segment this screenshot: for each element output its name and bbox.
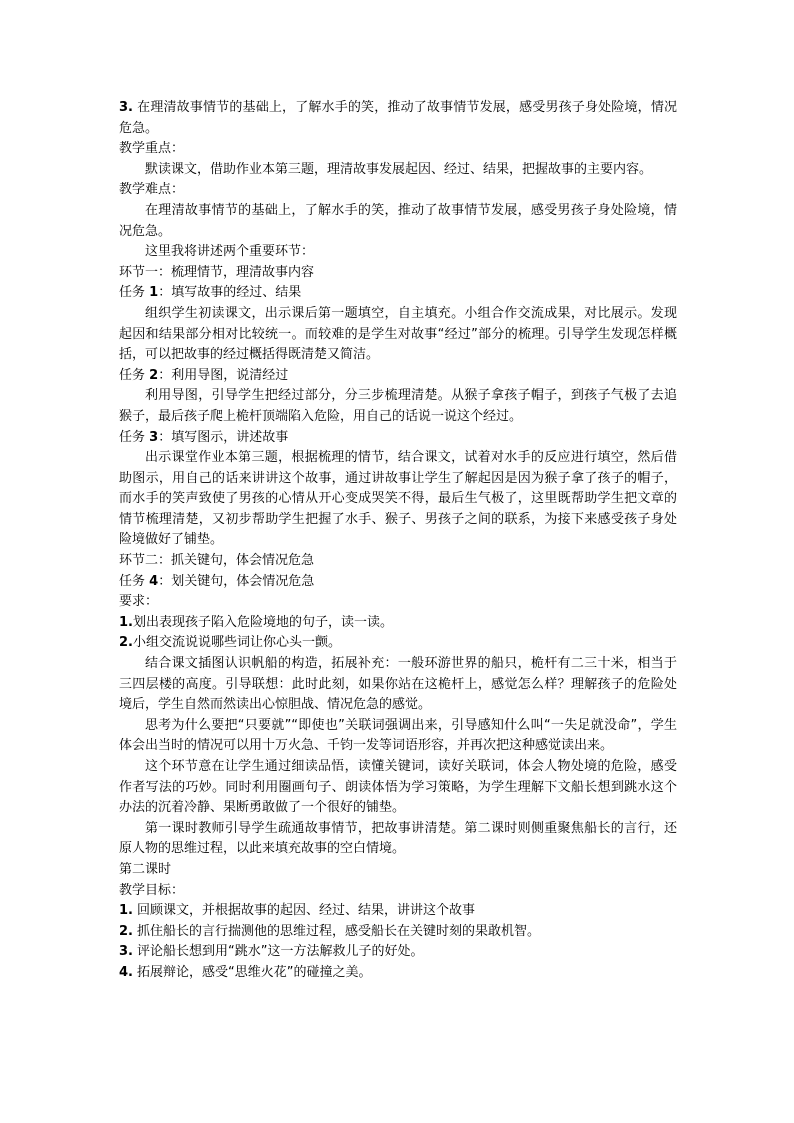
- objectives-heading: 教学目标：: [119, 882, 185, 898]
- task-number: 3: [149, 429, 159, 445]
- goal-number: 3.: [119, 100, 133, 115]
- task-4-heading: [119, 572, 677, 593]
- objective-item-2: [119, 922, 677, 943]
- requirement-number: 2.: [119, 635, 133, 651]
- objective-number: 3.: [119, 944, 133, 960]
- paragraph-illustration: 结合课文插图认识帆船的构造，拓展补充：一般环游世界的船只，桅杆有二三十米，相当于三四层楼的高度。引导联想：此时此刻，如果你站在这桅杆上，感觉怎么样？理解孩子的危险处境后，学生自然而然读出心惊胆战、情况危急的感觉。: [119, 656, 677, 713]
- paragraph-purpose: 这个环节意在让学生通过细读品悟，读懂关键词，读好关联词，体会人物处境的危险，感受作者写法的巧妙。同时利用圈画句子、朗读体悟为学习策略，为学生理解下文船长想到跳水这个办法的沉着冷静、果断勇敢做了一个很好的铺垫。: [119, 759, 677, 816]
- task-label: 任务: [119, 573, 146, 589]
- task-number: 1: [149, 285, 159, 301]
- task-3-heading: [119, 428, 677, 449]
- second-lesson-heading: 第二课时: [119, 861, 172, 877]
- objective-item-3: [119, 942, 677, 963]
- task-1-heading: [119, 283, 677, 304]
- task-title: ：填写故事的经过、结果: [158, 285, 302, 301]
- section-1-heading: 环节一：梳理情节，理清故事内容: [119, 264, 315, 280]
- paragraph-think: 思考为什么要把“只要就”“即使也”关联词强调出来，引导感知什么叫“一失足就没命”，学生体会出当时的情况可以用十万火急、千钧一发等词语形容，并再次把这种感觉读出来。: [119, 717, 677, 754]
- task-1-text: 组织学生初读课文，出示课后第一题填空，自主填充。小组合作交流成果，对比展示。发现起因和结果部分相对比较统一。而较难的是学生对故事“经过”部分的梳理。引导学生发现怎样概括，可以把故事的经过概括得既清楚又简洁。: [119, 305, 677, 363]
- objective-number: 1.: [119, 903, 133, 919]
- requirement-item-1: [119, 613, 677, 634]
- task-label: 任务: [119, 429, 146, 445]
- task-label: 任务: [119, 285, 146, 301]
- requirements-heading: 要求：: [119, 594, 159, 610]
- requirement-item-2: [119, 633, 677, 654]
- intro-text: 这里我将讲述两个重要环节：: [145, 244, 315, 260]
- goal-text: 在理清故事情节的基础上，了解水手的笑，推动了故事情节发展，感受男孩子身处险境，情况危急。: [119, 100, 677, 136]
- task-2-heading: [119, 366, 677, 387]
- goal-item-3: [119, 98, 677, 139]
- task-title: ：填写图示，讲述故事: [158, 429, 289, 445]
- task-title: ：划关键句，体会情况危急: [158, 573, 315, 589]
- objective-item-4: [119, 963, 677, 984]
- objective-item-1: [119, 901, 677, 922]
- requirement-text: 小组交流说说哪些词让你心头一颤。: [132, 635, 341, 651]
- difficulty-heading: 教学难点：: [119, 182, 185, 198]
- difficulty-text: 在理清故事情节的基础上，了解水手的笑，推动了故事情节发展，感受男孩子身处险境，情况危急。: [119, 202, 677, 239]
- paragraph-first-lesson: 第一课时教师引导学生疏通故事情节，把故事讲清楚。第二课时则侧重聚焦船长的言行，还原人物的思维过程，以此来填充故事的空白情境。: [119, 820, 677, 857]
- task-3-text: 出示课堂作业本第三题，根据梳理的情节，结合课文，试着对水手的反应进行填空，然后借助图示，用自己的话来讲讲这个故事，通过讲故事让学生了解起因是因为猴子拿了孩子的帽子，而水手的笑声致使了男孩的心情从开心变成哭笑不得，最后生气极了，这里既帮助学生把文章的情节梳理清楚，又初步帮助学生把握了水手、猴子、男孩子之间的联系，为接下来感受孩子身处险境做好了铺垫。: [119, 450, 677, 548]
- objective-text: 评论船长想到用“跳水”这一方法解救儿子的好处。: [136, 944, 424, 960]
- requirement-text: 划出表现孩子陷入危险境地的句子，读一读。: [132, 614, 393, 630]
- objective-number: 2.: [119, 923, 133, 939]
- objective-text: 抓住船长的言行揣测他的思维过程，感受船长在关键时刻的果敢机智。: [136, 923, 540, 939]
- objective-text: 回顾课文，并根据故事的起因、经过、结果，讲讲这个故事: [136, 903, 475, 919]
- task-number: 4: [149, 573, 159, 589]
- task-label: 任务: [119, 367, 146, 383]
- objective-number: 4.: [119, 964, 133, 980]
- task-number: 2: [149, 367, 159, 383]
- section-2-heading: 环节二：抓关键句，体会情况危急: [119, 553, 315, 569]
- task-2-text: 利用导图，引导学生把经过部分，分三步梳理清楚。从猴子拿孩子帽子，到孩子气极了去追猴子，最后孩子爬上桅杆顶端陷入危险，用自己的话说一说这个经过。: [119, 388, 677, 424]
- objective-text: 拓展辩论，感受“思维火花”的碰撞之美。: [136, 964, 372, 980]
- task-title: ：利用导图，说清经过: [158, 367, 289, 383]
- requirement-number: 1.: [119, 614, 133, 630]
- document-page: [119, 98, 677, 984]
- key-point-heading: 教学重点：: [119, 141, 185, 157]
- key-point-text: 默读课文，借助作业本第三题，理清故事发展起因、经过、结果，把握故事的主要内容。: [145, 161, 653, 177]
